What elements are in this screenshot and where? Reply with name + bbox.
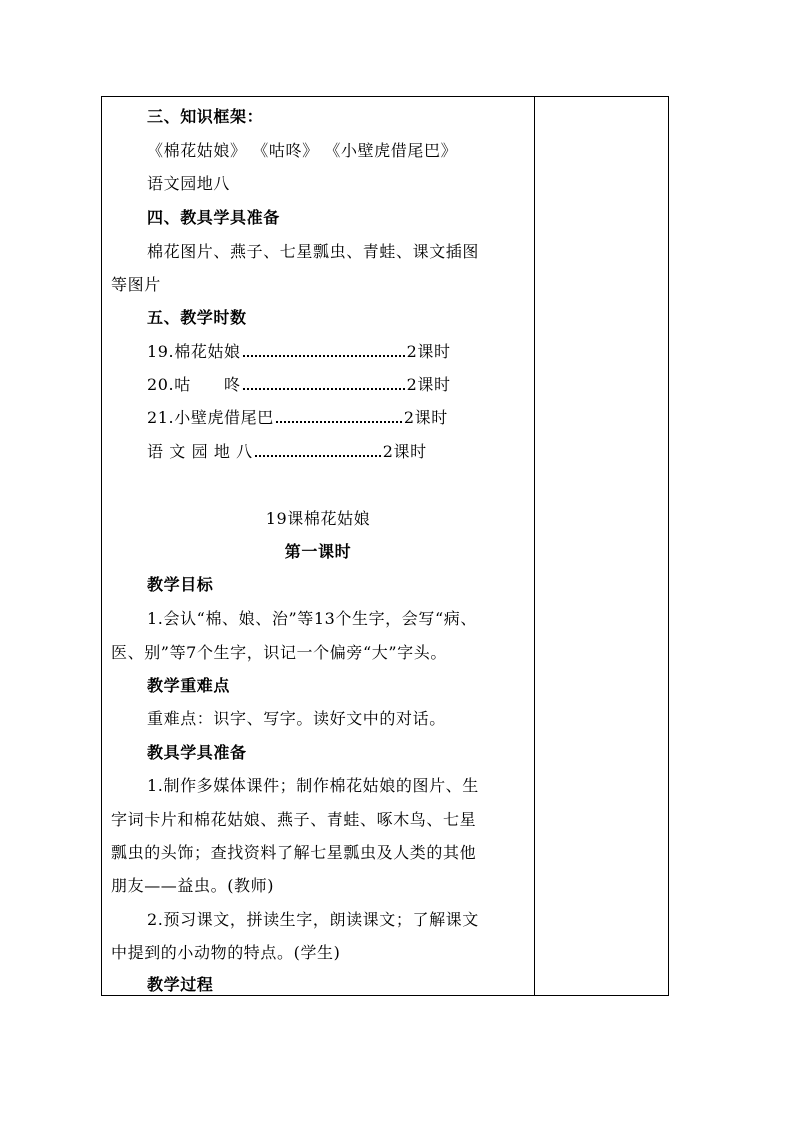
prep-heading: 教具学具准备 [147, 743, 247, 762]
hours-row-name: 语 文 园 地 八 [147, 442, 253, 461]
goals-text-2: 医、别”等7个生字，识记一个偏旁“大”字头。 [111, 643, 447, 662]
prep-text: 中提到的小动物的特点。(学生) [111, 943, 341, 962]
hours-row [147, 408, 448, 428]
hours-row-name: 21.小壁虎借尾巴 [147, 408, 274, 427]
section5-heading: 五、教学时数 [147, 308, 247, 327]
hours-row-name: 20.咕 咚 [147, 375, 241, 394]
lessons-list: 《棉花姑娘》 《咕咚》 《小壁虎借尾巴》 [147, 141, 458, 160]
garden-line: 语文园地八 [147, 174, 231, 193]
prep-text: 字词卡片和棉花姑娘、燕子、青蛙、啄木鸟、七星 [111, 810, 477, 829]
key-points-text: 重难点：识字、写字。读好文中的对话。 [147, 709, 446, 728]
dot-leader [255, 445, 381, 457]
section3-heading: 三、知识框架： [147, 107, 264, 126]
hours-row-value: 2课时 [382, 442, 427, 461]
key-points-heading: 教学重难点 [147, 676, 231, 695]
main-content-cell [102, 97, 534, 995]
notes-cell [535, 97, 668, 995]
lesson-title: 19课棉花姑娘 [265, 509, 371, 528]
hours-row-value: 2课时 [406, 375, 451, 394]
hours-row [147, 375, 451, 395]
dot-leader [276, 411, 402, 423]
hours-row-value: 2课时 [403, 408, 448, 427]
goals-text-1: 1.会认“棉、娘、治”等13个生字，会写“病、 [147, 609, 477, 628]
lesson-period: 第一课时 [284, 542, 352, 561]
process-heading: 教学过程 [147, 975, 214, 994]
section4-heading: 四、教具学具准备 [147, 208, 280, 227]
section4-text-2: 等图片 [111, 275, 161, 294]
prep-text: 1.制作多媒体课件；制作棉花姑娘的图片、生 [147, 776, 479, 795]
goals-heading: 教学目标 [147, 575, 214, 594]
hours-row-name: 19.棉花姑娘 [147, 342, 241, 361]
hours-row-value: 2课时 [406, 342, 451, 361]
prep-text: 2.预习课文，拼读生字，朗读课文；了解课文 [147, 910, 479, 929]
dot-leader [243, 378, 405, 390]
lesson-plan-table [101, 96, 669, 996]
prep-text: 朋友——益虫。(教师) [111, 876, 275, 895]
hours-row [147, 342, 451, 362]
section4-text-1: 棉花图片、燕子、七星瓢虫、青蛙、课文插图 [147, 242, 480, 261]
prep-text: 瓢虫的头饰；查找资料了解七星瓢虫及人类的其他 [111, 843, 477, 862]
hours-row [147, 442, 427, 462]
dot-leader [243, 345, 405, 357]
